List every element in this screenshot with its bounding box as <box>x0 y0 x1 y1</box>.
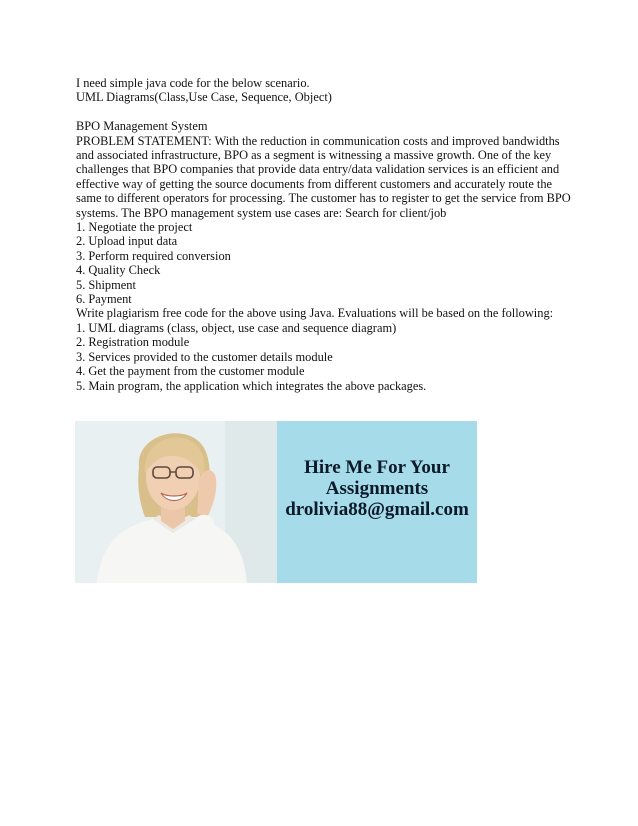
use-case-item: 5. Shipment <box>76 277 136 292</box>
evaluation-item: 5. Main program, the application which integrates the above packages. <box>76 378 427 393</box>
document-body <box>76 76 576 393</box>
instruction-text: Write plagiarism free code for the above using Java. Evaluations will be based on the following: <box>76 306 554 321</box>
promo-panel <box>277 421 477 583</box>
use-case-item: 3. Perform required conversion <box>76 248 231 263</box>
promo-banner <box>75 421 477 583</box>
evaluation-item: 1. UML diagrams (class, object, use case and sequence diagram) <box>76 320 397 335</box>
problem-title: BPO Management System <box>76 119 208 134</box>
use-case-item: 6. Payment <box>76 292 132 307</box>
paragraph-gap <box>76 105 576 119</box>
evaluation-item: 3. Services provided to the customer details module <box>76 349 333 364</box>
promo-line-2: Assignments <box>325 478 429 499</box>
problem-statement: PROBLEM STATEMENT: With the reduction in communication costs and improved bandwidths and associated infrastructure, BPO as a segment is witnessing a massive growth. One of the key challenges that BPO companies that provide data entry/data validation services is an efficient and effective way of getting the source documents from different customers and accurately route the same to different operators for processing. The customer has to register to get the service from BPO systems. The BPO management system use cases are: Search for client/job <box>76 133 571 220</box>
promo-line-1: Hire Me For Your <box>304 457 450 478</box>
promo-text <box>277 457 477 520</box>
intro-line-1: I need simple java code for the below scenario. <box>76 76 310 90</box>
use-case-item: 2. Upload input data <box>76 234 178 249</box>
promo-email: drolivia88@gmail.com <box>285 499 469 520</box>
use-case-item: 1. Negotiate the project <box>76 220 193 235</box>
evaluation-item: 4. Get the payment from the customer module <box>76 364 305 379</box>
intro-line-2: UML Diagrams(Class,Use Case, Sequence, Object) <box>76 90 332 105</box>
woman-photo <box>75 421 277 583</box>
evaluation-item: 2. Registration module <box>76 335 190 350</box>
use-case-item: 4. Quality Check <box>76 263 161 278</box>
